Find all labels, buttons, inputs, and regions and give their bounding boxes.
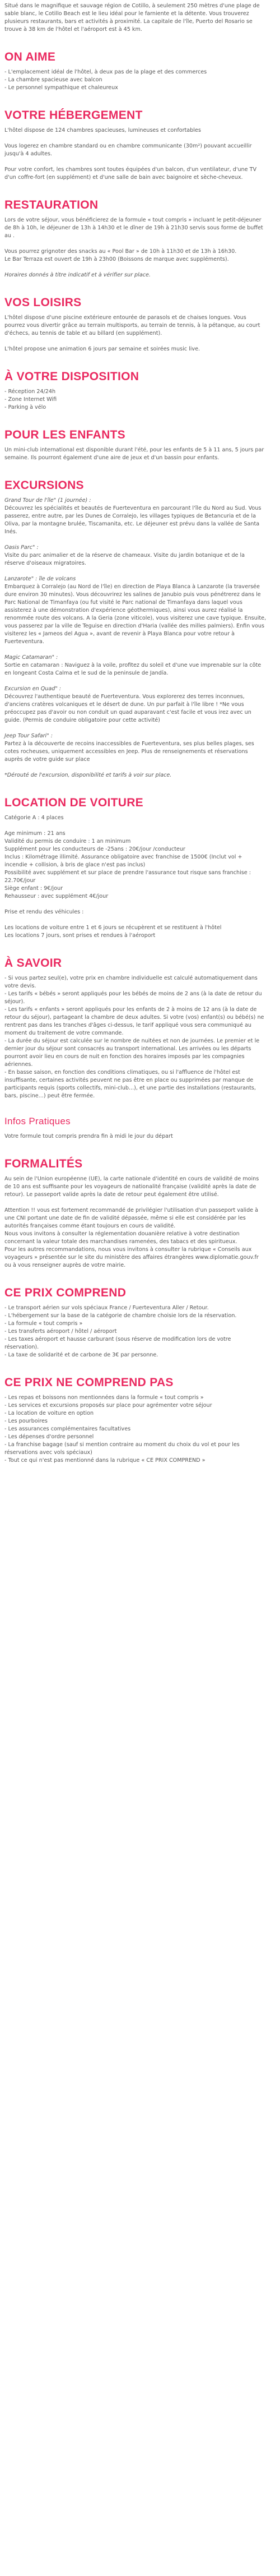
list-item: - La location de voiture en option [4, 1410, 94, 1416]
location-line: Validité du permis de conduire : 1 an minimum [4, 838, 131, 844]
on-aime-list [4, 68, 267, 92]
list-item: - La taxe de solidarité et de carbone de 3€ par personne. [4, 1352, 158, 1358]
savoir-item: - Si vous partez seul(e), votre prix en chambre individuelle est calculé automatiquement dans votre devis. [4, 975, 258, 989]
list-item: - Les transferts aéroport / hôtel / aéroport [4, 1328, 117, 1335]
section-title-prix-comprend: CE PRIX COMPREND [4, 1286, 127, 1299]
location-line: Les locations de voiture entre 1 et 6 jours se récupèrent et se restituent à l'hôtel [4, 925, 222, 931]
section-title-on-aime: ON AIME [4, 50, 56, 63]
excursion-block [4, 497, 267, 536]
section-title-formalites: FORMALITÉS [4, 1157, 83, 1170]
section-title-prix-pas: CE PRIX NE COMPREND PAS [4, 1376, 174, 1389]
list-item: - Les services et excursions proposés sur place pour agrémenter votre séjour [4, 1402, 212, 1409]
excursion-description: Visite du parc animalier et de la réserve de chameaux. Visite du jardin botanique et de la réserve d'oiseaux migratoires. [4, 552, 245, 566]
disposition-list [4, 388, 267, 412]
restauration-paragraph: Lors de votre séjour, vous bénéficierez de la formule « tout compris » incluant le petit-déjeuner de 8h à 10h, le déjeuner de 13h à 14h30 et le dîner de 19h à 21h30 servis sous forme de buffet au . [4, 217, 263, 239]
hebergement-paragraph: L'hôtel dispose de 124 chambres spacieuses, lumineuses et confortables [4, 127, 201, 133]
location-block [4, 924, 267, 940]
section-title-disposition: À VOTRE DISPOSITION [4, 370, 139, 383]
loisirs-paragraph: L'hôtel propose une animation 6 jours par semaine et soirées music live. [4, 346, 200, 352]
location-line: Prise et rendu des véhicules : [4, 909, 84, 915]
list-item: - Les taxes aéroport et hausse carburant (sous réserve de modification lors de votre réservation). [4, 1336, 231, 1350]
location-line: Siège enfant : 9€/jour [4, 885, 63, 892]
excursion-title: Grand Tour de l'île" (1 journée) : [4, 497, 91, 504]
excursion-description: Découvrez les spécialités et beautés de Fuerteventura en parcourant l'île du Nord au Sud. Vous passerez, entre autre, par les Dunes de Corralejo, les villages typiques de Betancuria et de la Oliva, par la montagne brulée, Tiscamanita, etc. Le déjeuner est prévu dans la vallée de Santa Inés. [4, 505, 262, 535]
intro-paragraph: Situé dans le magnifique et sauvage région de Cotillo, à seulement 250 mètres d'une plage de sable blanc, le Cotillo Beach est le lieu idéal pour le farniente et la détente. Vous trouverez plusieurs restaurants, bars et activités à proximité. La capitale de l'île, Puerto del Rosario se trouve à 38 km de l'hôtel et l'aéroport est à 45 km. [4, 3, 260, 33]
location-line: Les locations 7 jours, sont prises et rendues à l'aéroport [4, 932, 156, 939]
list-item: - Les pourboires [4, 1418, 48, 1424]
list-item: - Zone Internet Wifi [4, 396, 57, 403]
savoir-list [4, 975, 267, 1100]
location-line: Catégorie A : 4 places [4, 815, 64, 821]
excursion-description: Découvrez l'authentique beauté de Fuerteventura. Vous explorerez des terres inconnues, d'anciens cratères volcaniques et le désert de dune. Un pur parfait à l'île libre ! *Ne vous préoccupez pas d'avoir ou non conduit un quad auparavant c'est facile et vous irez avec un guide. (Permis de conduire obligatoire pour cette activité) [4, 694, 251, 723]
section-title-hebergement: VOTRE HÉBERGEMENT [4, 109, 143, 122]
hebergement-paragraph: Vous logerez en chambre standard ou en chambre communicante (30m²) pouvant accueillir jusqu'à 4 adultes. [4, 143, 252, 157]
savoir-item: - Les tarifs « bébés » seront appliqués pour les bébés de moins de 2 ans (à la date de retour du séjour). [4, 991, 262, 1005]
list-item: - La chambre spacieuse avec balcon [4, 77, 102, 83]
location-block [4, 814, 267, 822]
excursion-title: Lanzarote" : île de volcans [4, 576, 76, 582]
location-line: Supplément pour les conducteurs de -25ans : 20€/jour /conducteur [4, 846, 185, 852]
hebergement-paragraph: Pour votre confort, les chambres sont toutes équipées d'un balcon, d'un ventilateur, d'une TV d'un coffre-fort (en supplément) et d'une salle de bain avec baignoire et sèche-cheveux. [4, 167, 257, 181]
savoir-item: - La durée du séjour est calculée sur le nombre de nuitées et non de journées. Le premier et le dernier jour du séjour sont consacrés au transport international. Les arrivées ou les départs pourront avoir lieu en cours de nuit en fonction des horaires imposés par les compagnies aériennes. [4, 1038, 260, 1068]
product-description [0, 2, 271, 1479]
section-title-savoir: À SAVOIR [4, 957, 62, 970]
list-item: - Tout ce qui n'est pas mentionné dans la rubrique « CE PRIX COMPREND » [4, 1457, 206, 1464]
list-item: - Réception 24/24h [4, 389, 56, 395]
savoir-item: - En basse saison, en fonction des conditions climatiques, ou si l'affluence de l'hôtel est insuffisante, certaines activités peuvent ne pas être en place ou supprimées par manque de participants requis (sports collectifs, mini-club...), et une partie des installations (restaurants, bars, piscine...) peut être fermée. [4, 1069, 256, 1099]
location-block [4, 908, 267, 916]
loisirs-paragraph: L'hôtel dispose d'une piscine extérieure entourée de parasols et de chaises longues. Vous pourrez vous divertir grâce au terrain multisports, au terrain de tennis, à la pétanque, au court d'échecs, au tennis de table et au billard (en supplément). [4, 315, 260, 336]
list-item: - La formule « tout compris » [4, 1321, 83, 1327]
location-line: Possibilité avec supplément et sur place de prendre l'assurance tout risque sans franchise : 22.70€/jour [4, 870, 251, 884]
location-line: Age minimum : 21 ans [4, 830, 66, 837]
list-item: - L'emplacement idéal de l'hôtel, à deux pas de la plage et des commerces [4, 69, 207, 75]
excursion-title: Magic Catamaran" : [4, 654, 58, 661]
list-item: - L'hébergement sur la base de la catégorie de chambre choisie lors de la réservation. [4, 1313, 237, 1319]
list-item: - Les repas et boissons non mentionnées dans la formule « tout compris » [4, 1395, 204, 1401]
excursion-title: Excursion en Quad" : [4, 686, 62, 692]
location-block [4, 830, 267, 901]
restauration-note: Horaires donnés à titre indicatif et à vérifier sur place. [4, 272, 151, 278]
section-title-infos: Infos Pratiques [4, 1116, 71, 1127]
list-item: - Les dépenses d'ordre personnel [4, 1434, 94, 1440]
excursion-note: *Dérouté de l'excursion, disponibilité et tarifs à voir sur place. [4, 772, 172, 778]
restauration-paragraph: Vous pourrez grignoter des snacks au « Pool Bar » de 10h à 11h30 et de 13h à 16h30. [4, 248, 237, 255]
list-item: - Parking à vélo [4, 404, 46, 410]
enfants-paragraph: Un mini-club international est disponible durant l'été, pour les enfants de 5 à 11 ans, 5 jours par semaine. Ils pourront également d'une aire de jeux et d'un bassin pour enfants. [4, 447, 264, 461]
formalites-paragraph: Attention !! vous est fortement recommandé de privilégier l'utilisation d'un passeport valide à une CNI portant une date de fin de validité dépassée, même si elle est considérée par les autorités françaises comme étant toujours en cours de validité. [4, 1207, 258, 1229]
section-title-location: LOCATION DE VOITURE [4, 796, 143, 809]
list-item: - La franchise bagage (sauf si mention contraire au moment du choix du vol et pour les réservations avec vols spéciaux) [4, 1442, 240, 1456]
section-title-loisirs: VOS LOISIRS [4, 296, 82, 309]
restauration-paragraph: Le Bar Terraza est ouvert de 19h à 23h00 (Boissons de marque avec suppléments). [4, 256, 229, 262]
prix-comprend-list [4, 1304, 267, 1359]
prix-pas-list [4, 1394, 267, 1465]
list-item: - Les assurances complémentaires facultatives [4, 1426, 131, 1432]
excursion-description: Partez à la découverte de recoins inaccessibles de Fuerteventura, ses plus belles plages, ses cotes rocheuses, uniquement accessibles en Jeep. Plus de renseignements et réservations auprès de votre guide sur place [4, 741, 254, 763]
section-title-excursions: EXCURSIONS [4, 479, 84, 492]
excursion-block [4, 544, 267, 567]
section-title-restauration: RESTAURATION [4, 198, 99, 211]
excursion-description: Embarquez à Corralejo (au Nord de l'île) en direction de Playa Blanca à Lanzarote (la traversée dure environ 30 minutes). Vous découvrirez les salines de Janubio puis vous pénétrerez dans le Parc National de Timanfaya (ou fut visité le Parc national de Timanfaya dans laquel vous assisterez à une démonstration d'expérience géothermiques), ainsi vous aurez réalisé la renommée route des volcans. A la Geria (zone viticole), vous visiterez une cave typique. Ensuite, vous passerez par la ville de Teguise en direction d'Haria (vallée des milles palmiers). Enfin vous visiterez les « Jameos del Agua », avant de revenir à Playa Blanca pour votre retour à Fuerteventura. [4, 584, 267, 645]
list-item: - Le transport aérien sur vols spéciaux France / Fuerteventura Aller / Retour. [4, 1305, 209, 1311]
formalites-paragraph: Au sein de l'Union européenne (UE), la carte nationale d'identité en cours de validité de moins de 10 ans est suffisante pour les voyageurs de nationalité française (validité après la date de retour). Le passeport valide après la date de retour peut également être utilisé. [4, 1176, 259, 1198]
excursion-title: Jeep Tour Safari" : [4, 733, 53, 739]
formalites-paragraph: Pour les autres recommandations, nous vous invitons à consulter la rubrique « Conseils aux voyageurs » présentée sur le site du ministère des affaires étrangères www.diplomatie.gouv.fr ou à vous renseigner auprès de votre mairie. [4, 1247, 259, 1268]
excursion-title: Oasis Parc" : [4, 544, 39, 551]
excursion-block [4, 732, 267, 764]
excursion-block [4, 575, 267, 646]
formalites-paragraph: Nous vous invitons à consulter la réglementation douanière relative à votre destination concernant la valeur totale des marchandises ramenées, des tabacs et des spiritueux. [4, 1231, 240, 1245]
location-line: Inclus : Kilométrage illimité. Assurance obligatoire avec franchise de 1500€ (Inclut vol + incendie + collision, à bris de glace n'est pas inclus) [4, 854, 242, 868]
excursion-block [4, 654, 267, 677]
savoir-item: - Les tarifs « enfants » seront appliqués pour les enfants de 2 à moins de 12 ans (à la date de retour du séjour), partageant la chambre de deux adultes. Si votre (vos) enfant(s) ou bébé(s) ne rentrent pas dans les tranches d'âges ci-dessus, le tarif appliqué vous sera communiqué au moment du traitement de votre commande. [4, 1007, 264, 1036]
list-item: - Le personnel sympathique et chaleureux [4, 85, 118, 91]
excursion-description: Sortie en catamaran : Naviguez à la voile, profitez du soleil et d'une vue imprenable sur la côte en longeant Costa Calma et le sud de la peninsule de Jandía. [4, 662, 262, 676]
section-title-enfants: POUR LES ENFANTS [4, 428, 125, 441]
infos-paragraph: Votre formule tout compris prendra fin à midi le jour du départ [4, 1133, 173, 1139]
excursion-block [4, 685, 267, 724]
location-line: Rehausseur : avec supplément 4€/jour [4, 893, 109, 899]
